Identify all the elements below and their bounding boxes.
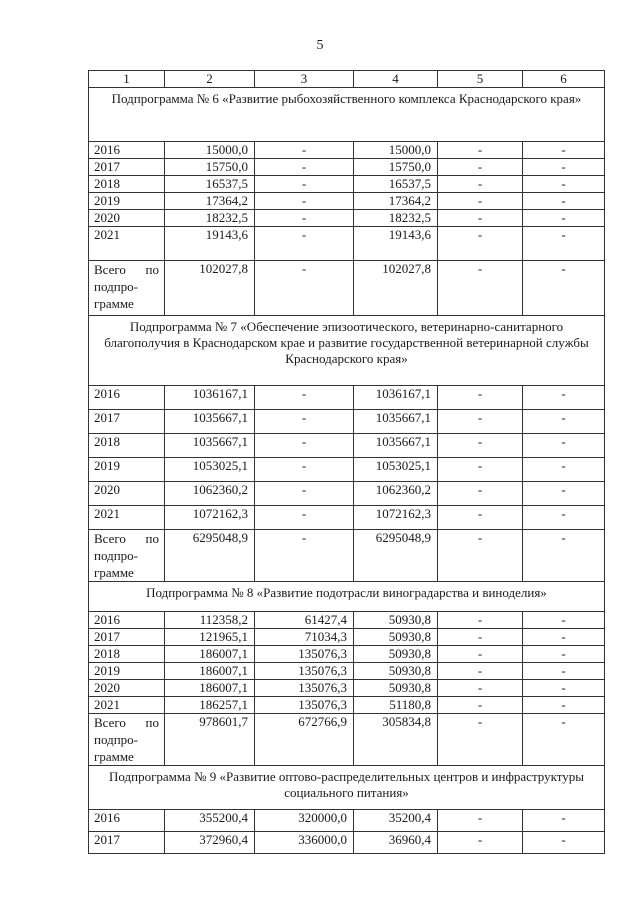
value-cell: 18232,5: [354, 210, 438, 227]
value-cell: -: [438, 210, 523, 227]
subprogram-title-row: [89, 316, 605, 386]
total-label-line: грамме: [94, 296, 134, 311]
value-cell: 372960,4: [165, 832, 255, 854]
table-row: [89, 612, 605, 629]
value-cell: -: [523, 646, 605, 663]
page-number: 5: [316, 38, 324, 53]
total-label-line: грамме: [94, 565, 134, 580]
year-cell: 2020: [89, 482, 165, 506]
value-cell: 51180,8: [354, 697, 438, 714]
table-body: [89, 71, 605, 854]
total-value-cell: -: [438, 261, 523, 316]
value-cell: -: [438, 629, 523, 646]
value-cell: 186007,1: [165, 646, 255, 663]
value-cell: -: [255, 386, 354, 410]
value-cell: -: [438, 410, 523, 434]
value-cell: 17364,2: [354, 193, 438, 210]
value-cell: 15000,0: [165, 142, 255, 159]
year-cell: 2021: [89, 697, 165, 714]
value-cell: -: [438, 386, 523, 410]
value-cell: -: [255, 506, 354, 530]
value-cell: -: [523, 832, 605, 854]
value-cell: -: [438, 142, 523, 159]
value-cell: 1062360,2: [354, 482, 438, 506]
value-cell: -: [523, 663, 605, 680]
total-value-cell: -: [523, 714, 605, 766]
value-cell: 135076,3: [255, 680, 354, 697]
year-cell: 2019: [89, 458, 165, 482]
year-cell: 2016: [89, 386, 165, 410]
year-cell: 2017: [89, 159, 165, 176]
total-label-line: Всего по: [94, 262, 159, 277]
table-row: [89, 210, 605, 227]
value-cell: -: [438, 697, 523, 714]
value-cell: 15750,0: [354, 159, 438, 176]
value-cell: -: [438, 458, 523, 482]
value-cell: -: [255, 176, 354, 193]
value-cell: -: [438, 810, 523, 832]
year-cell: 2016: [89, 142, 165, 159]
table-row: [89, 697, 605, 714]
year-cell: 2019: [89, 193, 165, 210]
table-row: [89, 227, 605, 261]
value-cell: -: [438, 506, 523, 530]
value-cell: 135076,3: [255, 663, 354, 680]
value-cell: 16537,5: [165, 176, 255, 193]
total-value-cell: -: [255, 530, 354, 582]
value-cell: 1062360,2: [165, 482, 255, 506]
table-row: [89, 646, 605, 663]
value-cell: 15750,0: [165, 159, 255, 176]
value-cell: -: [523, 629, 605, 646]
value-cell: -: [523, 506, 605, 530]
value-cell: -: [523, 176, 605, 193]
value-cell: 35200,4: [354, 810, 438, 832]
table-row: [89, 159, 605, 176]
header-cell: 1: [89, 71, 165, 88]
value-cell: 1035667,1: [354, 410, 438, 434]
value-cell: 50930,8: [354, 680, 438, 697]
value-cell: 1053025,1: [165, 458, 255, 482]
table-row: [89, 193, 605, 210]
total-label-line: Всего по: [94, 715, 159, 730]
value-cell: -: [438, 193, 523, 210]
value-cell: -: [438, 482, 523, 506]
value-cell: 186007,1: [165, 680, 255, 697]
value-cell: -: [523, 458, 605, 482]
table-row: [89, 680, 605, 697]
table-row: [89, 482, 605, 506]
value-cell: -: [438, 832, 523, 854]
value-cell: 336000,0: [255, 832, 354, 854]
total-label: [89, 530, 165, 582]
value-cell: -: [438, 159, 523, 176]
total-value-cell: 978601,7: [165, 714, 255, 766]
total-label: [89, 261, 165, 316]
total-value-cell: 672766,9: [255, 714, 354, 766]
subprogram-title-row: [89, 88, 605, 142]
value-cell: -: [255, 142, 354, 159]
value-cell: -: [523, 142, 605, 159]
value-cell: 71034,3: [255, 629, 354, 646]
table-row: [89, 142, 605, 159]
value-cell: -: [255, 193, 354, 210]
value-cell: -: [438, 176, 523, 193]
value-cell: -: [523, 227, 605, 261]
total-label-line: подпро-: [94, 279, 138, 294]
subprogram-title: Подпрограмма № 8 «Развитие подотрасли виноградарства и виноделия»: [89, 582, 605, 612]
value-cell: -: [438, 680, 523, 697]
value-cell: 1053025,1: [354, 458, 438, 482]
value-cell: 16537,5: [354, 176, 438, 193]
year-cell: 2017: [89, 410, 165, 434]
total-label-line: Всего по: [94, 531, 159, 546]
year-cell: 2018: [89, 176, 165, 193]
value-cell: -: [523, 612, 605, 629]
header-cell: 6: [523, 71, 605, 88]
year-cell: 2020: [89, 680, 165, 697]
value-cell: 320000,0: [255, 810, 354, 832]
total-label-line: подпро-: [94, 548, 138, 563]
year-cell: 2016: [89, 810, 165, 832]
value-cell: 1035667,1: [354, 434, 438, 458]
value-cell: -: [523, 434, 605, 458]
value-cell: -: [523, 697, 605, 714]
header-cell: 3: [255, 71, 354, 88]
value-cell: 121965,1: [165, 629, 255, 646]
value-cell: 355200,4: [165, 810, 255, 832]
total-label-line: подпро-: [94, 732, 138, 747]
value-cell: -: [255, 210, 354, 227]
year-cell: 2019: [89, 663, 165, 680]
total-row: [89, 530, 605, 582]
value-cell: 1072162,3: [165, 506, 255, 530]
value-cell: 19143,6: [354, 227, 438, 261]
value-cell: -: [523, 482, 605, 506]
total-value-cell: -: [255, 261, 354, 316]
value-cell: 135076,3: [255, 646, 354, 663]
year-cell: 2021: [89, 506, 165, 530]
value-cell: 50930,8: [354, 663, 438, 680]
value-cell: 1036167,1: [354, 386, 438, 410]
header-row: [89, 71, 605, 88]
year-cell: 2018: [89, 646, 165, 663]
header-cell: 4: [354, 71, 438, 88]
subprogram-title: Подпрограмма № 9 «Развитие оптово-распределительных центров и инфраструктуры социального питания»: [89, 766, 605, 810]
value-cell: -: [523, 810, 605, 832]
total-value-cell: 6295048,9: [354, 530, 438, 582]
value-cell: -: [438, 646, 523, 663]
value-cell: 1035667,1: [165, 410, 255, 434]
value-cell: -: [438, 612, 523, 629]
value-cell: 36960,4: [354, 832, 438, 854]
total-value-cell: 305834,8: [354, 714, 438, 766]
table-row: [89, 832, 605, 854]
value-cell: 50930,8: [354, 646, 438, 663]
total-value-cell: -: [438, 714, 523, 766]
value-cell: -: [523, 159, 605, 176]
value-cell: -: [438, 663, 523, 680]
value-cell: 15000,0: [354, 142, 438, 159]
total-value-cell: -: [438, 530, 523, 582]
value-cell: 112358,2: [165, 612, 255, 629]
value-cell: 1072162,3: [354, 506, 438, 530]
value-cell: -: [438, 434, 523, 458]
value-cell: -: [523, 410, 605, 434]
table-row: [89, 176, 605, 193]
financing-table: [88, 70, 605, 854]
header-cell: 2: [165, 71, 255, 88]
table-row: [89, 506, 605, 530]
total-value-cell: 6295048,9: [165, 530, 255, 582]
total-value-cell: 102027,8: [165, 261, 255, 316]
total-row: [89, 714, 605, 766]
value-cell: 1036167,1: [165, 386, 255, 410]
value-cell: 50930,8: [354, 612, 438, 629]
year-cell: 2021: [89, 227, 165, 261]
value-cell: -: [523, 680, 605, 697]
value-cell: 50930,8: [354, 629, 438, 646]
value-cell: 1035667,1: [165, 434, 255, 458]
table-row: [89, 386, 605, 410]
subprogram-title: Подпрограмма № 6 «Развитие рыбохозяйственного комплекса Краснодарского края»: [89, 88, 605, 142]
value-cell: 17364,2: [165, 193, 255, 210]
subprogram-title-row: [89, 582, 605, 612]
year-cell: 2017: [89, 832, 165, 854]
value-cell: 186007,1: [165, 663, 255, 680]
total-value-cell: -: [523, 530, 605, 582]
total-value-cell: -: [523, 261, 605, 316]
table-row: [89, 663, 605, 680]
value-cell: -: [523, 210, 605, 227]
value-cell: -: [255, 410, 354, 434]
total-label-line: грамме: [94, 749, 134, 764]
total-label: [89, 714, 165, 766]
value-cell: 18232,5: [165, 210, 255, 227]
value-cell: -: [523, 386, 605, 410]
value-cell: -: [438, 227, 523, 261]
table-row: [89, 458, 605, 482]
subprogram-title: Подпрограмма № 7 «Обеспечение эпизоотического, ветеринарно-санитарного благополучия в Краснодарском крае и развитие государственной ветеринарной службы Краснодарского края»: [89, 316, 605, 386]
subprogram-title-row: [89, 766, 605, 810]
table-row: [89, 629, 605, 646]
year-cell: 2016: [89, 612, 165, 629]
value-cell: -: [255, 482, 354, 506]
value-cell: -: [255, 227, 354, 261]
table-row: [89, 410, 605, 434]
year-cell: 2018: [89, 434, 165, 458]
year-cell: 2017: [89, 629, 165, 646]
value-cell: 19143,6: [165, 227, 255, 261]
header-cell: 5: [438, 71, 523, 88]
value-cell: -: [523, 193, 605, 210]
value-cell: -: [255, 159, 354, 176]
value-cell: -: [255, 434, 354, 458]
value-cell: 135076,3: [255, 697, 354, 714]
table-row: [89, 810, 605, 832]
year-cell: 2020: [89, 210, 165, 227]
value-cell: 186257,1: [165, 697, 255, 714]
table-row: [89, 434, 605, 458]
value-cell: -: [255, 458, 354, 482]
total-row: [89, 261, 605, 316]
total-value-cell: 102027,8: [354, 261, 438, 316]
value-cell: 61427,4: [255, 612, 354, 629]
